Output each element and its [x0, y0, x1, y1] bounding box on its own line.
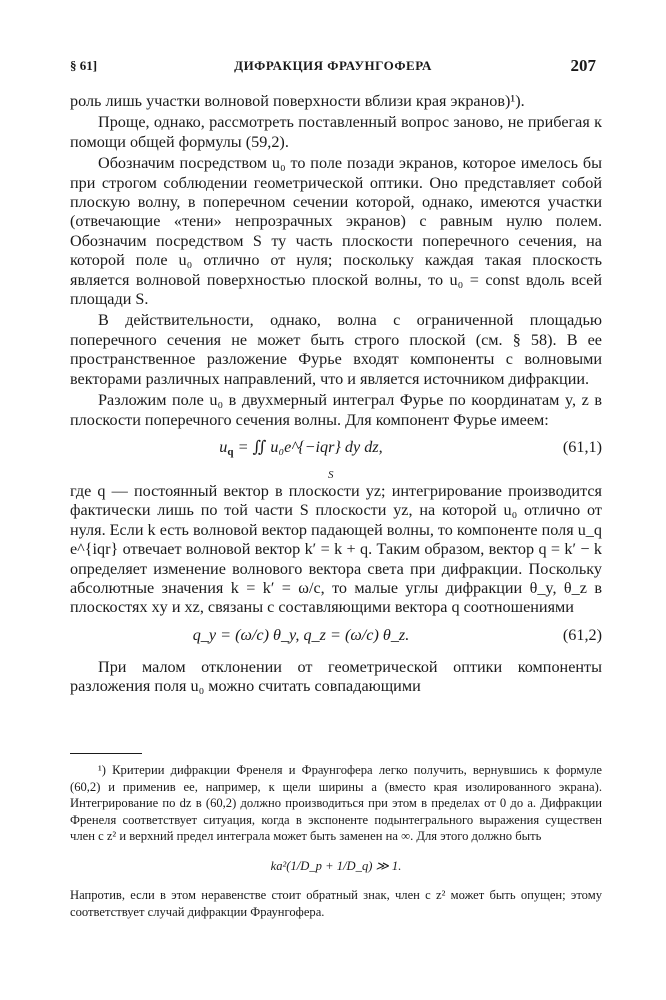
footnote-text-1: Критерии дифракции Френеля и Фраунгофера легко получить, вернувшись к формуле (60,2) и применив ее, например, к щели ширины a (вместо края изолированного экрана). Интегрирование по dz в (60,2) должно производиться при этом в пределах от 0 до a. Дифракции Френеля соответствует ситуация, когда в экспоненте подынтегрального выражения существен член с z² и верхний предел интеграла может быть заменен на ∞. Для этого должно быть — [70, 763, 602, 844]
equation-number: (61,1) — [562, 437, 602, 456]
paragraph-0: роль лишь участки волновой поверхности вблизи края экранов)¹). — [70, 92, 525, 110]
equation-61-1-body: $u_q$ = ∬ u₀e^{−iqr} dy dz, — [219, 437, 383, 458]
paragraph-6: При малом отклонении от геометрической оптики компоненты разложения поля u₀ можно считать совпадающими — [70, 657, 602, 696]
footnote-mark: ¹) — [98, 763, 106, 777]
paragraph-3: В действительности, однако, волна с ограниченной площадью поперечного сечения не может быть строго плоской (см. § 58). В ее пространственное разложение Фурье входят компоненты с волновыми векторами различных направлений, что и является источником дифракции. — [70, 311, 602, 388]
footnote-inequality: ka²(1/D_p + 1/D_q) ≫ 1. — [270, 858, 402, 873]
paragraph-5: где q — постоянный вектор в плоскости yz; интегрирование производится фактически лишь по той части S плоскости yz, на которой u₀ отлично от нуля. Если k есть волновой вектор падающей волны, то компоненте поля u_q e^{iqr} отвечает волновой вектор k′ = k + q. Таким образом, вектор q = k′ − k определяет изменение волнового вектора света при дифракции. Поскольку абсолютные значения k = k′ = ω/c, то малые углы дифракции θ_y, θ_z в плоскостях xy и xz, связаны с составляющими вектора q соотношениями — [70, 481, 602, 617]
main-text — [70, 92, 602, 697]
paragraph-4: Разложим поле u₀ в двухмерный интеграл Фурье по координатам y, z в плоскости поперечного сечения волны. Для компонент Фурье имеем: — [70, 391, 602, 429]
equation-61-2-body: q_y = (ω/c) θ_y, q_z = (ω/c) θ_z. — [192, 625, 410, 644]
chapter-title: ДИФРАКЦИЯ ФРАУНГОФЕРА — [234, 58, 432, 73]
section-label: § 61] — [70, 58, 98, 73]
paragraph-2: Обозначим посредством u₀ то поле позади экранов, которое имелось бы при строгом соблюдении геометрической оптики. Оно представляет собой плоскую волну, в поперечном сечении которой, однако, имеются участки (отвечающие «тени» непрозрачных экранов) с равным нулю полем. Обозначим посредством S ту часть плоскости поперечного сечения, на которой поле u₀ отлично от нуля; поскольку каждая такая плоскость является волновой поверхностью плоской волны, то u₀ = const вдоль всей площади S. — [70, 154, 602, 309]
equation-61-1 — [70, 430, 602, 482]
running-header — [70, 56, 596, 78]
equation-number: (61,2) — [562, 625, 602, 644]
footnote — [70, 762, 602, 920]
equation-61-2 — [70, 618, 602, 658]
footnote-text-2: Напротив, если в этом неравенстве стоит обратный знак, член с z² может быть опущен; этому соответствует случай дифракции Фраунгофера. — [70, 887, 602, 919]
integral-region: S — [328, 468, 334, 481]
paragraph-1: Проще, однако, рассмотреть поставленный вопрос заново, не прибегая к помощи общей формулы (59,2). — [70, 113, 602, 151]
page-number: 207 — [570, 56, 596, 75]
footnote-separator — [70, 753, 142, 754]
